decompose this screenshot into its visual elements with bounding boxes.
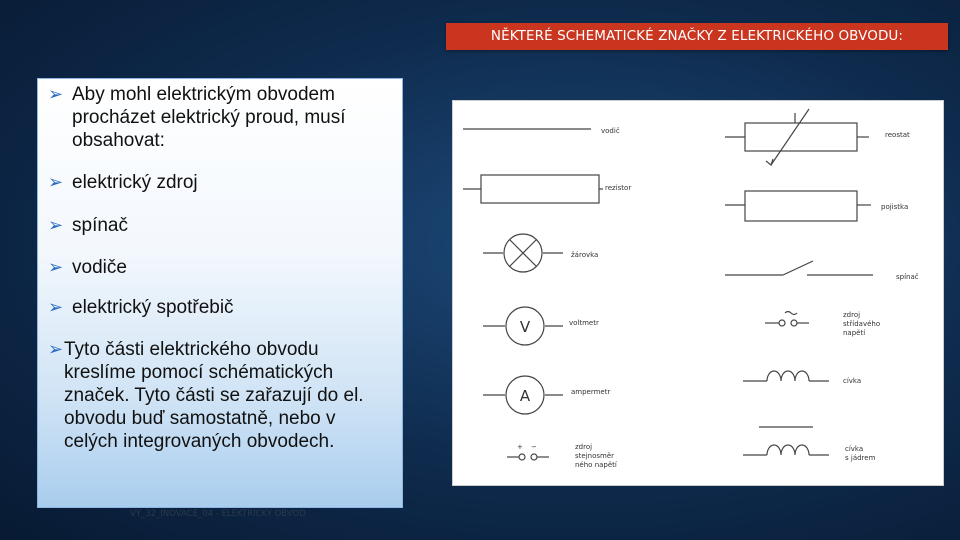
ac-source-symbol (765, 312, 809, 327)
label-zdroj-stejnosmer-2: stejnosměr (575, 452, 615, 460)
label-civka: cívka (843, 377, 862, 385)
label-pojistka: pojistka (881, 203, 909, 211)
bullet-item: ➢ elektrický spotřebič (48, 297, 234, 318)
label-zdroj-stridaveho-3: napětí (843, 329, 866, 337)
label-zdroj-stridaveho-2: střídavého (843, 320, 881, 328)
voltmeter-letter: V (519, 318, 531, 336)
arrow-bullet-icon: ➢ (48, 215, 64, 235)
label-rezistor: rezistor (605, 184, 632, 192)
text-panel (37, 78, 403, 508)
bullet-item: ➢ Tyto části elektrického obvodu kreslíme pomocí schématických značek. Tyto části se zařazují do el. obvodu buď samostatně, nebo v celých integrovaných obvodech. (48, 339, 364, 452)
arrow-bullet-icon: ➢ (48, 172, 64, 192)
arrow-bullet-icon: ➢ (48, 257, 64, 277)
fuse-symbol (725, 191, 871, 221)
label-plus: + (517, 443, 523, 451)
resistor-symbol (463, 175, 603, 203)
switch-symbol (725, 261, 873, 275)
bullet-item: ➢ vodiče (48, 257, 127, 278)
label-vodic: vodič (601, 127, 620, 135)
arrow-bullet-icon: ➢ (48, 339, 64, 359)
slide-title: NĚKTERÉ SCHEMATICKÉ ZNAČKY Z ELEKTRICKÉHO OBVODU: (446, 23, 948, 50)
label-zdroj-stejnosmer-3: ného napětí (575, 461, 617, 469)
label-zdroj-stejnosmer-1: zdroj (575, 443, 593, 451)
label-zdroj-stridaveho-1: zdroj (843, 311, 861, 319)
coil-symbol (743, 371, 829, 381)
label-minus: − (531, 443, 537, 451)
footer-text: VY_32_INOVACE_04 - ELEKTRICKÝ OBVOD (130, 509, 306, 519)
symbols-diagram (452, 100, 944, 486)
bullet-item: ➢ spínač (48, 215, 128, 236)
label-civka-jadro-1: cívka (845, 445, 864, 453)
label-ampermetr: ampermetr (571, 388, 611, 396)
label-spinac: spínač (896, 273, 919, 281)
ammeter-letter: A (519, 387, 531, 405)
coil-core-symbol (743, 427, 829, 455)
label-voltmetr: voltmetr (569, 319, 599, 327)
bullet-item: ➢ Aby mohl elektrickým obvodem procházet elektrický proud, musí obsahovat: (48, 84, 346, 151)
label-reostat: reostat (885, 131, 910, 139)
rheostat-symbol (725, 109, 869, 165)
arrow-bullet-icon: ➢ (48, 297, 64, 317)
arrow-bullet-icon: ➢ (48, 84, 64, 104)
bulb-symbol (483, 234, 563, 272)
symbols-svg (453, 101, 945, 487)
bullet-item: ➢ elektrický zdroj (48, 172, 198, 193)
label-zarovka: žárovka (571, 251, 599, 259)
dc-source-symbol (507, 454, 549, 460)
label-civka-jadro-2: s jádrem (845, 454, 876, 462)
